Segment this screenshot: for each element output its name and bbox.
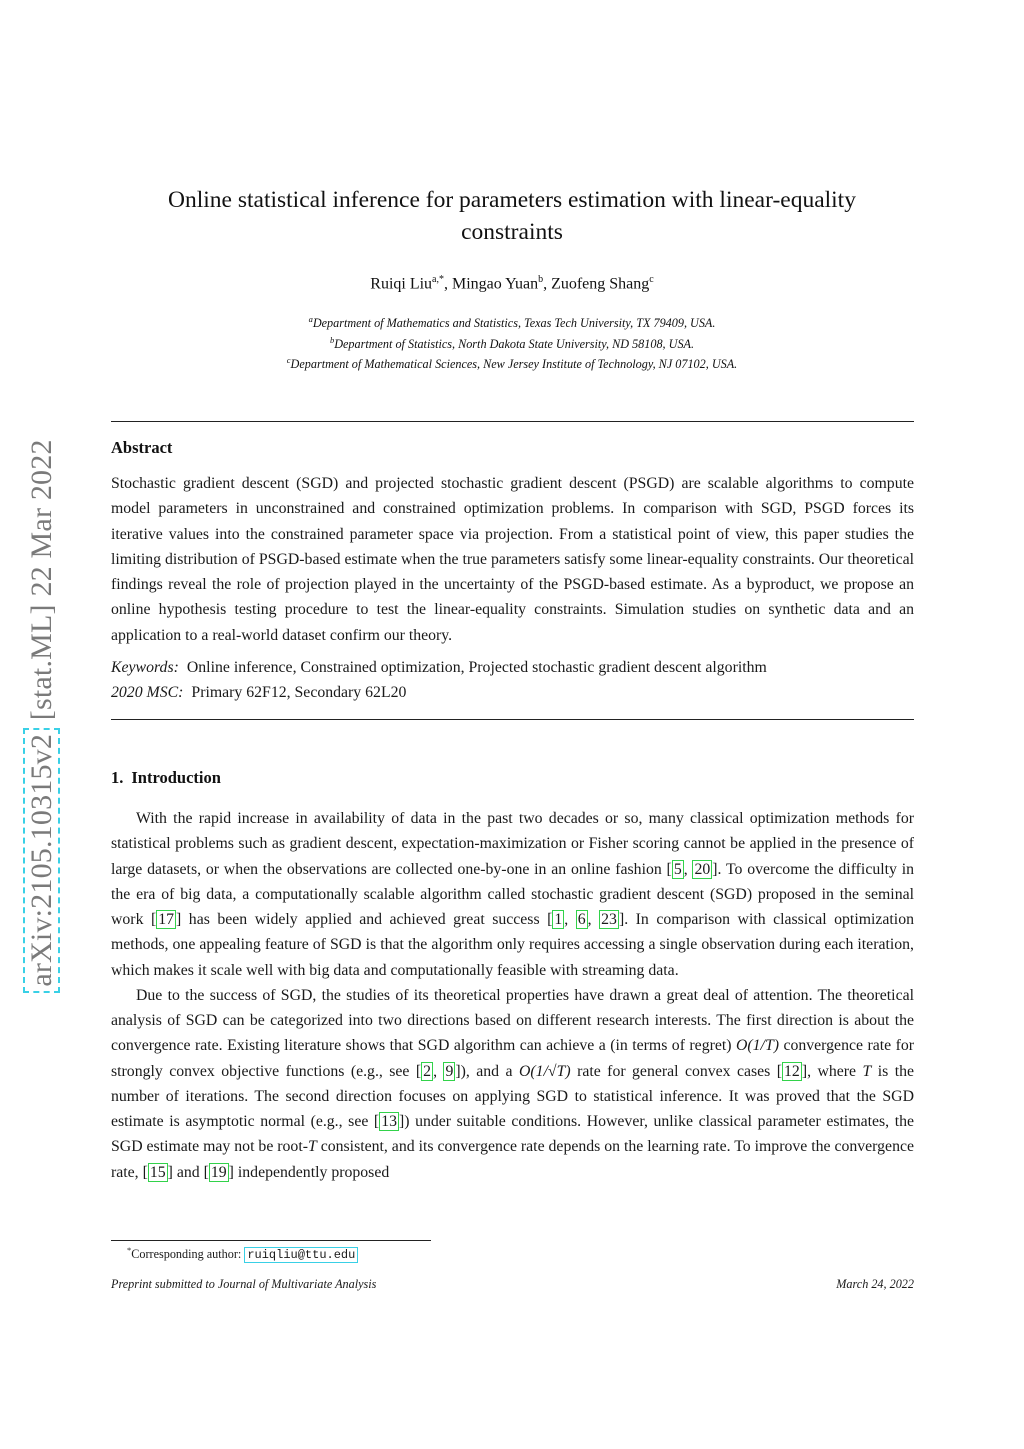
abstract-top-rule xyxy=(111,421,914,422)
text-run: convergence rate for strongly convex objective functions (e.g., see [ xyxy=(111,1037,914,1080)
affiliation xyxy=(150,332,874,353)
citation-link[interactable]: 9 xyxy=(445,1062,454,1080)
abstract-heading: Abstract xyxy=(111,438,173,457)
text-run: ] has been widely applied and achieved great success [ xyxy=(176,911,553,928)
paragraph: With the rapid increase in availability of data in the past two decades or so, many classical optimization methods for statistical problems such as gradient descent, expectation-maximization or Fisher scoring cannot be applied in the presence of large datasets, or when the observations are collected one-by-one in an online fashion [ 5 , 20 ]. To overcome the difficulty in the era of big data, a computationally scalable algorithm called stochastic gradient descent (SGD) proposed in the seminal work [ 17 ] has been widely applied and achieved great success [ 1 , 6 , 23 ]. In comparison with classical optimization methods, one appealing feature of SGD is that the algorithm only requires accessing a single observation during each iteration, which makes it scale well with big data and computationally feasible with streaming data. xyxy=(111,810,914,979)
affiliation xyxy=(150,352,874,373)
arxiv-id-link[interactable]: arXiv:2105.10315v2 xyxy=(23,728,60,993)
affiliation-list xyxy=(150,311,874,373)
msc-line xyxy=(111,684,406,702)
citation-link[interactable]: 17 xyxy=(158,911,175,928)
citation-link[interactable]: 5 xyxy=(673,860,682,878)
text-run: ]. In comparison with classical optimization methods, one appealing feature of SGD is that the algorithm only requires accessing a single observation during each iteration, which makes it scale well with big data and computationally feasible with streaming data. xyxy=(111,911,914,979)
affiliation xyxy=(150,311,874,332)
citation-link[interactable]: 6 xyxy=(577,911,586,928)
footnote-mark: * xyxy=(127,1245,132,1255)
affiliation-text: Department of Mathematical Sciences, New Jersey Institute of Technology, NJ 07102, USA. xyxy=(290,357,738,372)
citation-link[interactable]: 13 xyxy=(381,1113,397,1130)
author-affil-mark: c xyxy=(649,274,654,285)
paragraph: Due to the success of SGD, the studies of its theoretical properties have drawn a great deal of attention. The theoretical analysis of SGD can be categorized into two directions based on different research interests. The first direction is about the convergence rate. Existing literature shows that SGD algorithm can achieve a (in terms of regret) O(1/T) convergence rate for strongly convex objective functions (e.g., see [ 2 , 9 ]), and a O(1/√T) rate for general convex cases [ 12 ], where T is the number of iterations. The second direction focuses on applying SGD to statistical inference. It was proved that the SGD estimate is asymptotic normal (e.g., see [ 13 ]) under suitable conditions. However, unlike classical parameter estimates, the SGD estimate may not be root-T consistent, and its convergence rate depends on the learning rate. To improve the convergence rate, [ 15 ] and [ 19 ] independently proposed xyxy=(111,986,915,1181)
math-expression: T xyxy=(862,1062,872,1080)
text-run: ]. To overcome the difficulty in the era of big data, a computationally scalable algorithm called stochastic gradient descent (SGD) proposed in the seminal work [ xyxy=(111,860,914,928)
keywords-line xyxy=(111,659,767,677)
section-body xyxy=(111,806,914,1185)
text-run: consistent, and its convergence rate depends on the learning rate. To improve the convergence rate, [ xyxy=(111,1138,914,1181)
text-run: ] and [ xyxy=(167,1163,209,1181)
citation-link[interactable]: 23 xyxy=(601,911,617,928)
author-name: Zuofeng Shang xyxy=(551,275,650,293)
math-expression: O(1/√T) xyxy=(518,1062,571,1080)
arxiv-date: 22 Mar 2022 xyxy=(25,439,58,597)
author-name: Ruiqi Liu xyxy=(370,275,433,293)
citation-link[interactable]: 15 xyxy=(149,1163,166,1181)
affiliation-mark: a xyxy=(308,314,313,324)
text-run: With the rapid increase in availability of data in the past two decades or so, many classical optimization methods for statistical problems such as gradient descent, expectation-maximization or Fisher scoring cannot be applied in the presence of large datasets, or when the observations are collected one-by-one in an online fashion [ xyxy=(111,810,914,878)
affiliation-text: Department of Statistics, North Dakota State University, ND 58108, USA. xyxy=(334,336,695,351)
affiliation-mark: c xyxy=(286,355,291,366)
citation-link[interactable]: 19 xyxy=(210,1163,227,1181)
math-expression: T xyxy=(307,1138,317,1156)
math-expression: O(1/T) xyxy=(735,1037,779,1055)
text-run: Due to the success of SGD, the studies of its theoretical properties have drawn a great deal of attention. The theoretical analysis of SGD can be categorized into two directions based on different research interests. The first direction is about the convergence rate. Existing literature shows that SGD algorithm can achieve a (in terms of regret) xyxy=(111,986,914,1055)
keywords-text: Online inference, Constrained optimization, Projected stochastic gradient descent algorithm xyxy=(186,659,767,676)
keywords-label: Keywords: xyxy=(111,659,179,676)
paper-title: Online statistical inference for parameters estimation with linear-equality constraints xyxy=(168,187,856,245)
text-run: ]) under suitable conditions. However, unlike classical parameter estimates, the SGD estimate may not be root- xyxy=(111,1113,914,1156)
affiliation-mark: b xyxy=(329,334,335,345)
msc-text: Primary 62F12, Secondary 62L20 xyxy=(191,684,407,701)
msc-label: 2020 MSC: xyxy=(111,684,184,701)
citation-link[interactable]: 20 xyxy=(694,860,711,878)
section-heading xyxy=(111,768,221,788)
text-run: ] independently proposed xyxy=(228,1163,390,1181)
abstract-text: Stochastic gradient descent (SGD) and projected stochastic gradient descent (PSGD) are scalable algorithms to compute model parameters in unconstrained and constrained optimization problems. In comparison with SGD, PSGD forces its iterative values into the constrained parameter space via projection. From a statistical point of view, this paper studies the limiting distribution of PSGD-based estimate when the true parameters satisfy some linear-equality constraints. Our theoretical findings reveal the role of projection played in the uncertainty of the PSGD-based estimate. As a byproduct, we propose an online hypothesis testing procedure to test the linear-equality constraints. Simulation studies on synthetic data and an application to a real-world dataset confirm our theory. xyxy=(111,475,914,644)
text-run: rate for general convex cases [ xyxy=(570,1062,783,1080)
text-run: ]), and a xyxy=(455,1062,519,1080)
footer-journal: Preprint submitted to Journal of Multivariate Analysis xyxy=(111,1277,377,1291)
author-affil-mark: b xyxy=(538,274,544,285)
arxiv-category: [stat.ML] xyxy=(25,604,58,721)
author-list: Ruiqi Liu$^{a,*}$, Mingao Yuan$^b$, Zuofeng Shang$^c$ xyxy=(370,274,654,293)
text-run: ], where xyxy=(801,1062,863,1080)
footnote-rule xyxy=(111,1240,431,1241)
email-link[interactable]: ruiqliu@ttu.edu xyxy=(244,1247,358,1263)
citation-link[interactable]: 1 xyxy=(554,911,563,928)
citation-link[interactable]: 12 xyxy=(784,1062,800,1080)
author-name: Mingao Yuan xyxy=(452,275,539,293)
abstract-bottom-rule xyxy=(111,719,914,720)
footnote xyxy=(111,1245,358,1262)
section-number: 1. xyxy=(111,768,124,787)
footer-date: March 24, 2022 xyxy=(836,1277,914,1291)
author-affil-mark[interactable]: a,* xyxy=(432,274,444,285)
citation-link[interactable]: 2 xyxy=(423,1062,432,1080)
text-run: is the number of iterations. The second direction focuses on applying SGD to statistical inference. It was proved that the SGD estimate is asymptotic normal (e.g., see [ xyxy=(111,1062,915,1130)
section-title: Introduction xyxy=(131,768,221,787)
arxiv-side-stamp xyxy=(22,401,62,1031)
affiliation-text: Department of Mathematics and Statistics, Texas Tech University, TX 79409, USA. xyxy=(312,316,716,331)
footnote-label: Corresponding author: xyxy=(131,1247,242,1262)
